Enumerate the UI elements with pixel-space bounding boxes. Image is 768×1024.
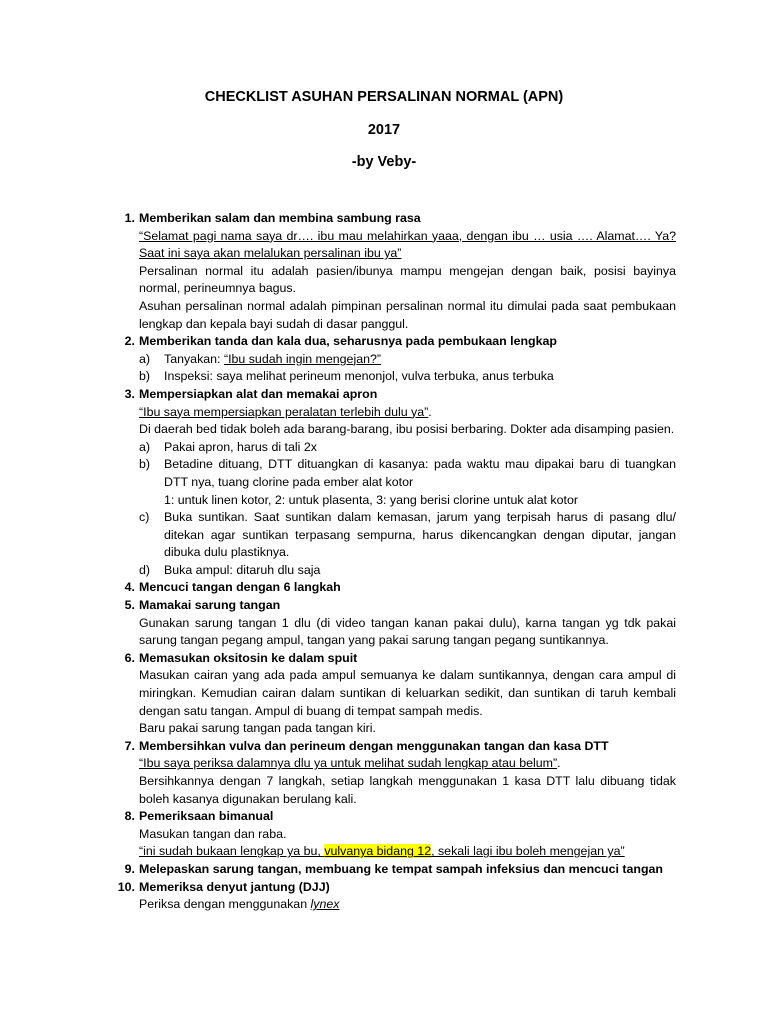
item-title: Mencuci tangan dengan 6 langkah <box>139 580 341 595</box>
item-title: Memasukan oksitosin ke dalam spuit <box>139 650 358 665</box>
item-title: Mamakai sarung tangan <box>139 598 281 613</box>
item-number: 9. <box>124 861 135 876</box>
sub-item-label: c) <box>139 510 150 525</box>
document-title: CHECKLIST ASUHAN PERSALINAN NORMAL (APN) <box>204 89 564 105</box>
item-number: 5. <box>124 598 135 613</box>
document-year: 2017 <box>367 122 401 138</box>
item-paragraph: Baru pakai sarung tangan pada tangan kiri. <box>139 721 376 736</box>
item-title: Pemeriksaan bimanual <box>139 809 274 824</box>
item-paragraph: Persalinan normal itu adalah pasien/ibunya mampu mengejan dengan baik, posisi bayinya normal, perineumnya bagus. <box>139 263 676 296</box>
quote-end: . <box>557 756 561 771</box>
item-paragraph: Asuhan persalinan normal adalah pimpinan persalinan normal itu dimulai pada saat pembukaan lengkap dan kepala bayi sudah di dasar panggul. <box>139 298 676 331</box>
sub-item-label: b) <box>139 457 151 472</box>
sub-item-text: Buka suntikan. Saat suntikan dalam kemasan, jarum yang terpisah harus di pasang dlu/ ditekan agar suntikan terpasang sempurna, harus dikencangkan dengan diputar, jangan dibuka dulu plastiknya. <box>164 510 676 560</box>
item-number: 4. <box>124 580 135 595</box>
item-number: 3. <box>124 386 135 401</box>
checklist <box>110 210 676 914</box>
quote-end: . <box>428 404 432 419</box>
sub-item-a <box>139 439 676 457</box>
sub-item-text: Buka ampul: ditaruh dlu saja <box>164 562 321 577</box>
item-title: Mempersiapkan alat dan memakai apron <box>139 386 378 401</box>
sub-item-text: Tanyakan: <box>164 351 224 366</box>
checklist-item-10 <box>110 879 676 914</box>
sub-item-c <box>139 509 676 562</box>
checklist-item-2 <box>110 333 676 386</box>
checklist-item-9 <box>110 861 676 879</box>
item-number: 8. <box>124 809 135 824</box>
sub-item-text: Betadine dituang, DTT dituangkan di kasanya: pada waktu mau dipakai baru di tuangkan DTT nya, tuang clorine pada ember alat kotor <box>164 457 676 489</box>
item-paragraph: Bersihkannya dengan 7 langkah, setiap langkah menggunakan 1 kasa DTT lalu dibuang tidak boleh kasanya digunakan berulang kali. <box>139 774 676 806</box>
item-paragraph: Gunakan sarung tangan 1 dlu (di video tangan kanan pakai dulu), karna tangan yg tdk pakai sarung tangan pegang ampul, tangan yang pakai sarung tangan pegang suntikannya. <box>139 615 676 648</box>
highlighted-text: vulvanya bidang 12 <box>324 844 432 859</box>
item-title: Memeriksa denyut jantung (DJJ) <box>139 879 330 894</box>
item-paragraph <box>139 896 676 914</box>
checklist-item-3 <box>110 386 676 580</box>
sub-item-label: a) <box>139 439 151 454</box>
checklist-item-8 <box>110 808 676 861</box>
item-number: 1. <box>124 211 135 225</box>
checklist-item-6 <box>110 650 676 738</box>
item-quote: “Ibu saya mempersiapkan peralatan terlebih dulu ya” <box>139 404 429 419</box>
sub-item-text: Pakai apron, harus di tali 2x <box>164 439 317 454</box>
checklist-item-4 <box>110 579 676 597</box>
sub-item-label: b) <box>139 369 151 384</box>
item-paragraph: Masukan cairan yang ada pada ampul semuanya ke dalam suntikannya, dengan cara ampul di miringkan. Kemudian cairan dalam suntikan di keluarkan sedikit, dan suntikan di taruh kembali dengan satu tangan. Ampul di buang di tempat sampah medis. <box>139 668 676 718</box>
item-number: 6. <box>124 650 135 665</box>
item-quote <box>139 843 676 861</box>
item-paragraph: Di daerah bed tidak boleh ada barang-barang, ibu posisi berbaring. Dokter ada disamping pasien. <box>139 422 675 437</box>
checklist-item-1 <box>110 210 676 333</box>
sub-item-text: 1: untuk linen kotor, 2: untuk plasenta, 3: yang berisi clorine untuk alat kotor <box>164 492 578 507</box>
checklist-item-7 <box>110 738 676 808</box>
checklist-item-5 <box>110 597 676 650</box>
item-number: 10. <box>117 879 135 894</box>
document-author: -by Veby- <box>351 154 417 170</box>
italic-term: lynex <box>310 897 340 912</box>
sub-item-label: a) <box>139 351 151 366</box>
item-quote: “Ibu saya periksa dalamnya dlu ya untuk melihat sudah lengkap atau belum” <box>139 756 558 771</box>
sub-item-b <box>139 368 676 386</box>
quote-part: “ini sudah bukaan lengkap ya bu, <box>139 844 325 859</box>
item-number: 7. <box>124 738 135 753</box>
item-title: Memberikan salam dan membina sambung rasa <box>139 211 421 225</box>
item-paragraph: Masukan tangan dan raba. <box>139 826 287 841</box>
item-title: Melepaskan sarung tangan, membuang ke tempat sampah infeksius dan mencuci tangan <box>139 861 663 876</box>
sub-item-d <box>139 562 676 580</box>
item-title: Memberikan tanda dan kala dua, seharusnya pada pembukaan lengkap <box>139 334 557 349</box>
paragraph-text: Periksa dengan menggunakan <box>139 897 311 912</box>
quote-part: , sekali lagi ibu boleh mengejan ya” <box>431 844 625 859</box>
sub-item-a <box>139 351 676 369</box>
item-title: Membersihkan vulva dan perineum dengan menggunakan tangan dan kasa DTT <box>139 738 609 753</box>
sub-item-label: d) <box>139 562 151 577</box>
sub-item-text: Inspeksi: saya melihat perineum menonjol, vulva terbuka, anus terbuka <box>164 369 554 384</box>
sub-item-b <box>139 456 676 509</box>
sub-item-quote: “Ibu sudah ingin mengejan?” <box>223 351 381 366</box>
item-number: 2. <box>124 334 135 349</box>
item-quote: “Selamat pagi nama saya dr…. ibu mau melahirkan yaaa, dengan ibu … usia …. Alamat…. Ya? Saat ini saya akan melalukan persalinan ibu ya” <box>139 228 676 261</box>
